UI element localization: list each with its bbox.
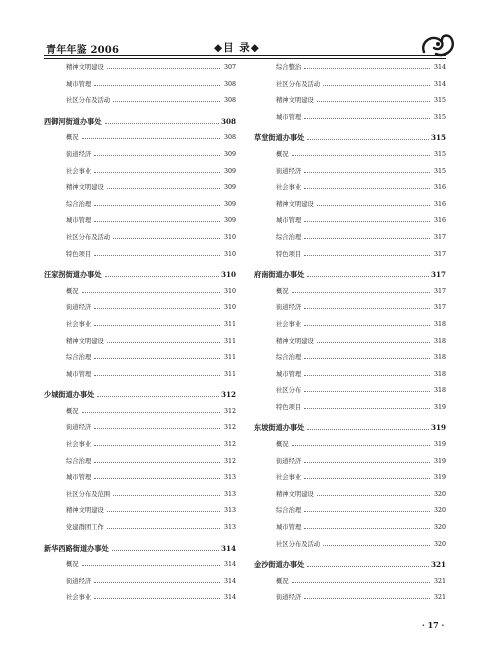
- toc-entry-label: 综合治理: [66, 457, 92, 465]
- toc-entry-page: 314: [433, 80, 446, 88]
- toc-entry-page: 312: [223, 441, 236, 449]
- toc-entry-label: 街道经济: [276, 167, 302, 175]
- dot-leader: [107, 528, 220, 529]
- toc-entry-label: 社区分布及活动: [66, 97, 111, 105]
- toc-entry-label: 城市管理: [66, 370, 92, 378]
- dot-leader: [304, 221, 430, 222]
- toc-entry-label: 社会事业: [66, 320, 92, 328]
- toc-entry-page: 321: [433, 577, 446, 585]
- dot-leader: [304, 188, 430, 189]
- dot-leader: [94, 221, 220, 222]
- toc-entry-label: 精神文明建设: [276, 97, 314, 105]
- toc-entry-page: 319: [433, 474, 446, 482]
- dot-leader: [94, 582, 220, 583]
- toc-entry[interactable]: [44, 367, 236, 384]
- dot-leader: [304, 408, 430, 409]
- toc-entry-page: 314: [223, 577, 236, 585]
- toc-entry-page: 320: [433, 524, 446, 532]
- toc-section-entry[interactable]: [254, 557, 446, 574]
- toc-entry[interactable]: [44, 284, 236, 301]
- toc-entry-label: 社会事业: [66, 594, 92, 602]
- toc-entry-page: 312: [223, 407, 236, 415]
- toc-entry-page: 312: [223, 424, 236, 432]
- toc-entry[interactable]: [44, 503, 236, 520]
- toc-entry-label: 精神文明建设: [276, 337, 314, 345]
- dot-leader: [94, 462, 220, 463]
- dot-leader: [292, 445, 430, 446]
- toc-entry[interactable]: [254, 164, 446, 181]
- dot-leader: [307, 139, 429, 140]
- toc-entry-page: 311: [223, 320, 236, 328]
- toc-entry-page: 311: [223, 370, 236, 378]
- toc-entry-label: 街道经济: [66, 424, 92, 432]
- toc-entry-page: 308: [220, 116, 236, 126]
- toc-entry-page: 317: [433, 287, 446, 295]
- dot-leader: [304, 391, 430, 392]
- toc-entry-label: 城市管理: [66, 80, 92, 88]
- dot-leader: [307, 429, 429, 430]
- toc-entry-label: 城市管理: [276, 113, 302, 121]
- toc-entry-page: 308: [223, 80, 236, 88]
- toc-entry-page: 308: [223, 97, 236, 105]
- toc-entry[interactable]: [254, 537, 446, 554]
- toc-entry[interactable]: [44, 404, 236, 421]
- dot-leader: [107, 511, 220, 512]
- dot-leader: [304, 172, 430, 173]
- toc-entry-label: 社区分布及活动: [66, 233, 111, 241]
- toc-entry[interactable]: [254, 93, 446, 110]
- dot-leader: [307, 276, 429, 277]
- dot-leader: [94, 445, 220, 446]
- toc-entry-label: 党建群团工作: [66, 524, 104, 532]
- toc-entry-page: 317: [433, 233, 446, 241]
- dot-leader: [94, 85, 220, 86]
- header-rule: [44, 55, 446, 59]
- toc-entry-label: 城市管理: [276, 217, 302, 225]
- dot-leader: [107, 68, 220, 69]
- toc-entry-page: 313: [223, 490, 236, 498]
- toc-entry[interactable]: [254, 454, 446, 471]
- toc-entry-page: 314: [223, 561, 236, 569]
- toc-entry-label: 街道经济: [66, 304, 92, 312]
- toc-entry-page: 315: [433, 113, 446, 121]
- toc-entry-page: 308: [223, 134, 236, 142]
- toc-entry[interactable]: [254, 487, 446, 504]
- toc-entry-label: 城市管理: [66, 217, 92, 225]
- toc-entry-page: 315: [433, 150, 446, 158]
- toc-section-entry[interactable]: [44, 541, 236, 558]
- toc-entry-label: 社会事业: [276, 320, 302, 328]
- toc-entry[interactable]: [254, 60, 446, 77]
- toc-entry-page: 317: [433, 304, 446, 312]
- dot-leader: [94, 308, 220, 309]
- toc-entry-label: 金沙街道办事处: [254, 560, 305, 570]
- dot-leader: [304, 598, 430, 599]
- dot-leader: [94, 358, 220, 359]
- toc-entry[interactable]: [254, 350, 446, 367]
- toc-entry-page: 318: [433, 370, 446, 378]
- dot-leader: [317, 342, 430, 343]
- toc-entry[interactable]: [254, 520, 446, 537]
- toc-entry-label: 综合治理: [276, 233, 302, 241]
- dot-leader: [94, 325, 220, 326]
- dot-leader: [82, 138, 220, 139]
- toc-entry-page: 319: [433, 403, 446, 411]
- dot-leader: [94, 375, 220, 376]
- toc-entry-label: 汪家拐街道办事处: [44, 270, 102, 280]
- dot-leader: [323, 545, 430, 546]
- dot-leader: [94, 428, 220, 429]
- toc-entry[interactable]: [44, 317, 236, 334]
- dot-leader: [82, 412, 220, 413]
- toc-entry[interactable]: [44, 230, 236, 247]
- dot-leader: [304, 255, 430, 256]
- toc-entry[interactable]: [44, 197, 236, 214]
- toc-entry[interactable]: [44, 130, 236, 147]
- dot-leader: [105, 123, 219, 124]
- dot-leader: [105, 276, 219, 277]
- toc-entry-label: 概况: [276, 287, 289, 295]
- toc-entry-label: 社区分布: [276, 387, 302, 395]
- toc-entry-label: 社区分布及范围: [66, 490, 111, 498]
- dot-leader: [94, 155, 220, 156]
- toc-entry-page: 315: [430, 133, 446, 143]
- dot-leader: [304, 511, 430, 512]
- dot-leader: [304, 358, 430, 359]
- toc-entry-label: 概况: [66, 407, 79, 415]
- dot-leader: [304, 308, 430, 309]
- toc-entry-page: 312: [223, 457, 236, 465]
- dot-leader: [304, 68, 430, 69]
- dot-leader: [94, 478, 220, 479]
- toc-entry-page: 309: [223, 217, 236, 225]
- toc-entry[interactable]: [44, 147, 236, 164]
- toc-entry-page: 314: [433, 64, 446, 71]
- running-header: [0, 0, 480, 62]
- toc-entry-label: 城市管理: [276, 524, 302, 532]
- toc-entry[interactable]: [44, 574, 236, 591]
- toc-entry-page: 319: [430, 423, 446, 433]
- toc-entry-label: 特色项目: [276, 250, 302, 258]
- toc-entry-label: 精神文明建设: [66, 184, 104, 192]
- toc-entry-label: 概况: [276, 150, 289, 158]
- toc-entry[interactable]: [254, 367, 446, 384]
- toc-left-column: [44, 60, 236, 607]
- toc-entry[interactable]: [44, 180, 236, 197]
- toc-entry[interactable]: [254, 180, 446, 197]
- toc-entry-label: 街道经济: [66, 150, 92, 158]
- toc-section-entry[interactable]: [254, 130, 446, 147]
- toc-entry-label: 综合整治: [276, 64, 302, 71]
- toc-entry[interactable]: [44, 300, 236, 317]
- toc-entry-label: 综合治理: [66, 354, 92, 362]
- toc-entry[interactable]: [254, 383, 446, 400]
- toc-entry-label: 特色项目: [66, 250, 92, 258]
- toc-entry-page: 314: [220, 543, 236, 553]
- toc-entry[interactable]: [254, 437, 446, 454]
- toc-entry[interactable]: [254, 400, 446, 417]
- toc-entry-label: 少城街道办事处: [44, 390, 95, 400]
- toc-entry-page: 316: [433, 184, 446, 192]
- dot-leader: [94, 598, 220, 599]
- toc-entry[interactable]: [44, 60, 236, 77]
- toc-entry-label: 概况: [276, 577, 289, 585]
- toc-entry[interactable]: [254, 77, 446, 94]
- toc-entry-label: 社会事业: [66, 167, 92, 175]
- toc-entry-label: 精神文明建设: [66, 507, 104, 515]
- dot-leader: [304, 528, 430, 529]
- toc-entry-page: 318: [433, 320, 446, 328]
- toc-entry-page: 316: [433, 217, 446, 225]
- toc-entry-page: 311: [223, 354, 236, 362]
- toc-entry[interactable]: [254, 110, 446, 127]
- dot-leader: [94, 255, 220, 256]
- toc-entry-page: 310: [223, 287, 236, 295]
- toc-entry-label: 精神文明建设: [66, 337, 104, 345]
- toc-entry[interactable]: [254, 247, 446, 264]
- toc-entry[interactable]: [44, 590, 236, 607]
- toc-entry-page: 309: [223, 150, 236, 158]
- toc-entry-page: 313: [223, 507, 236, 515]
- dot-leader: [107, 342, 220, 343]
- toc-entry-page: 320: [433, 490, 446, 498]
- toc-section-entry[interactable]: [254, 267, 446, 284]
- toc-entry-page: 310: [223, 233, 236, 241]
- toc-entry-label: 新华西路街道办事处: [44, 543, 109, 553]
- toc-entry[interactable]: [44, 520, 236, 537]
- toc-entry-page: 310: [220, 270, 236, 280]
- toc-entry-page: 320: [433, 507, 446, 515]
- toc-entry-label: 社区分布及活动: [276, 80, 321, 88]
- toc-entry-label: 街道经济: [276, 594, 302, 602]
- toc-entry-page: 321: [430, 560, 446, 570]
- toc-entry[interactable]: [254, 470, 446, 487]
- toc-entry[interactable]: [254, 284, 446, 301]
- toc-entry-label: 西御河街道办事处: [44, 116, 102, 126]
- toc-entry-label: 综合治理: [276, 507, 302, 515]
- dot-leader: [304, 478, 430, 479]
- toc-entry[interactable]: [44, 437, 236, 454]
- toc-entry-label: 东坡街道办事处: [254, 423, 305, 433]
- dot-leader: [317, 101, 430, 102]
- toc-entry-page: 309: [223, 200, 236, 208]
- dot-leader: [113, 101, 220, 102]
- toc-entry-page: 317: [430, 270, 446, 280]
- toc-entry-label: 综合治理: [276, 354, 302, 362]
- toc-entry-label: 精神文明建设: [66, 64, 104, 71]
- toc-entry-label: 社会事业: [276, 184, 302, 192]
- toc-entry-label: 草堂街道办事处: [254, 133, 305, 143]
- dot-leader: [112, 550, 219, 551]
- toc-entry[interactable]: [254, 574, 446, 591]
- toc-right-column: [254, 60, 446, 607]
- toc-entry[interactable]: [44, 247, 236, 264]
- dot-leader: [113, 238, 220, 239]
- toc-entry-page: 317: [433, 250, 446, 258]
- toc-entry[interactable]: [44, 213, 236, 230]
- toc-entry-page: 318: [433, 354, 446, 362]
- toc-section-entry[interactable]: [254, 420, 446, 437]
- dot-leader: [107, 188, 220, 189]
- toc-entry-page: 315: [433, 97, 446, 105]
- toc-entry[interactable]: [254, 197, 446, 214]
- toc-section-entry[interactable]: [44, 267, 236, 284]
- toc-entry-page: 316: [433, 200, 446, 208]
- dot-leader: [323, 85, 430, 86]
- dot-leader: [292, 155, 430, 156]
- toc-entry-label: 概况: [66, 287, 79, 295]
- toc-entry-label: 街道经济: [276, 457, 302, 465]
- toc-entry[interactable]: [44, 454, 236, 471]
- toc-entry-page: 314: [223, 594, 236, 602]
- dot-leader: [292, 292, 430, 293]
- toc-entry[interactable]: [254, 334, 446, 351]
- dot-leader: [304, 462, 430, 463]
- toc-entry[interactable]: [254, 230, 446, 247]
- dot-leader: [317, 205, 430, 206]
- toc-entry-label: 社区分布及活动: [276, 540, 321, 548]
- toc-entry-label: 社会事业: [66, 441, 92, 449]
- toc-entry[interactable]: [44, 164, 236, 181]
- toc-entry-page: 313: [223, 474, 236, 482]
- dot-leader: [113, 495, 220, 496]
- dot-leader: [82, 565, 220, 566]
- toc-entry-page: 310: [223, 304, 236, 312]
- toc-entry[interactable]: [254, 590, 446, 607]
- dot-leader: [304, 118, 430, 119]
- toc-entry[interactable]: [254, 300, 446, 317]
- dot-leader: [304, 238, 430, 239]
- toc-entry-page: 310: [223, 250, 236, 258]
- toc-entry-label: 特色项目: [276, 403, 302, 411]
- page-number: · 17 ·: [422, 620, 445, 630]
- toc-entry-label: 社会事业: [276, 474, 302, 482]
- toc-entry-page: 319: [433, 441, 446, 449]
- toc-entry-page: 321: [433, 594, 446, 602]
- toc-entry-label: 城市管理: [66, 474, 92, 482]
- toc-entry[interactable]: [254, 147, 446, 164]
- toc-entry-page: 320: [433, 540, 446, 548]
- dot-leader: [94, 205, 220, 206]
- toc-entry-page: 318: [433, 337, 446, 345]
- toc-entry-page: 319: [433, 457, 446, 465]
- toc-entry-label: 综合治理: [66, 200, 92, 208]
- toc-entry-page: 309: [223, 184, 236, 192]
- dot-leader: [97, 396, 219, 397]
- book-title: 青年年鉴 2006: [46, 45, 120, 56]
- toc-entry[interactable]: [254, 503, 446, 520]
- dot-leader: [304, 325, 430, 326]
- dot-leader: [292, 582, 430, 583]
- toc-entry-label: 概况: [276, 441, 289, 449]
- toc-entry-page: 318: [433, 387, 446, 395]
- dot-leader: [304, 375, 430, 376]
- toc-entry-page: 313: [223, 524, 236, 532]
- toc-entry-page: 309: [223, 167, 236, 175]
- section-title: ◆目 录◆: [214, 42, 260, 54]
- toc-entry[interactable]: [44, 420, 236, 437]
- toc-section-entry[interactable]: [44, 387, 236, 404]
- toc-entry-label: 概况: [66, 561, 79, 569]
- toc-entry-page: 307: [223, 64, 236, 71]
- dot-leader: [94, 172, 220, 173]
- toc-entry-label: 府南街道办事处: [254, 270, 305, 280]
- toc-entry-label: 城市管理: [276, 370, 302, 378]
- toc-entry[interactable]: [44, 93, 236, 110]
- toc-entry[interactable]: [254, 213, 446, 230]
- toc-section-entry[interactable]: [44, 114, 236, 131]
- toc-entry-label: 街道经济: [276, 304, 302, 312]
- toc-entry-page: 315: [433, 167, 446, 175]
- toc-entry-page: 311: [223, 337, 236, 345]
- toc-entry-label: 概况: [66, 134, 79, 142]
- toc-entry-label: 精神文明建设: [276, 200, 314, 208]
- dot-leader: [82, 292, 220, 293]
- dot-leader: [317, 495, 430, 496]
- toc-entry[interactable]: [254, 317, 446, 334]
- toc-entry-label: 街道经济: [66, 577, 92, 585]
- toc-entry-label: 精神文明建设: [276, 490, 314, 498]
- dot-leader: [307, 566, 429, 567]
- toc-entry[interactable]: [44, 470, 236, 487]
- toc-entry[interactable]: [44, 487, 236, 504]
- toc-entry[interactable]: [44, 334, 236, 351]
- toc-entry[interactable]: [44, 350, 236, 367]
- toc-entry[interactable]: [44, 77, 236, 94]
- toc-entry-page: 312: [220, 390, 236, 400]
- toc-entry[interactable]: [44, 557, 236, 574]
